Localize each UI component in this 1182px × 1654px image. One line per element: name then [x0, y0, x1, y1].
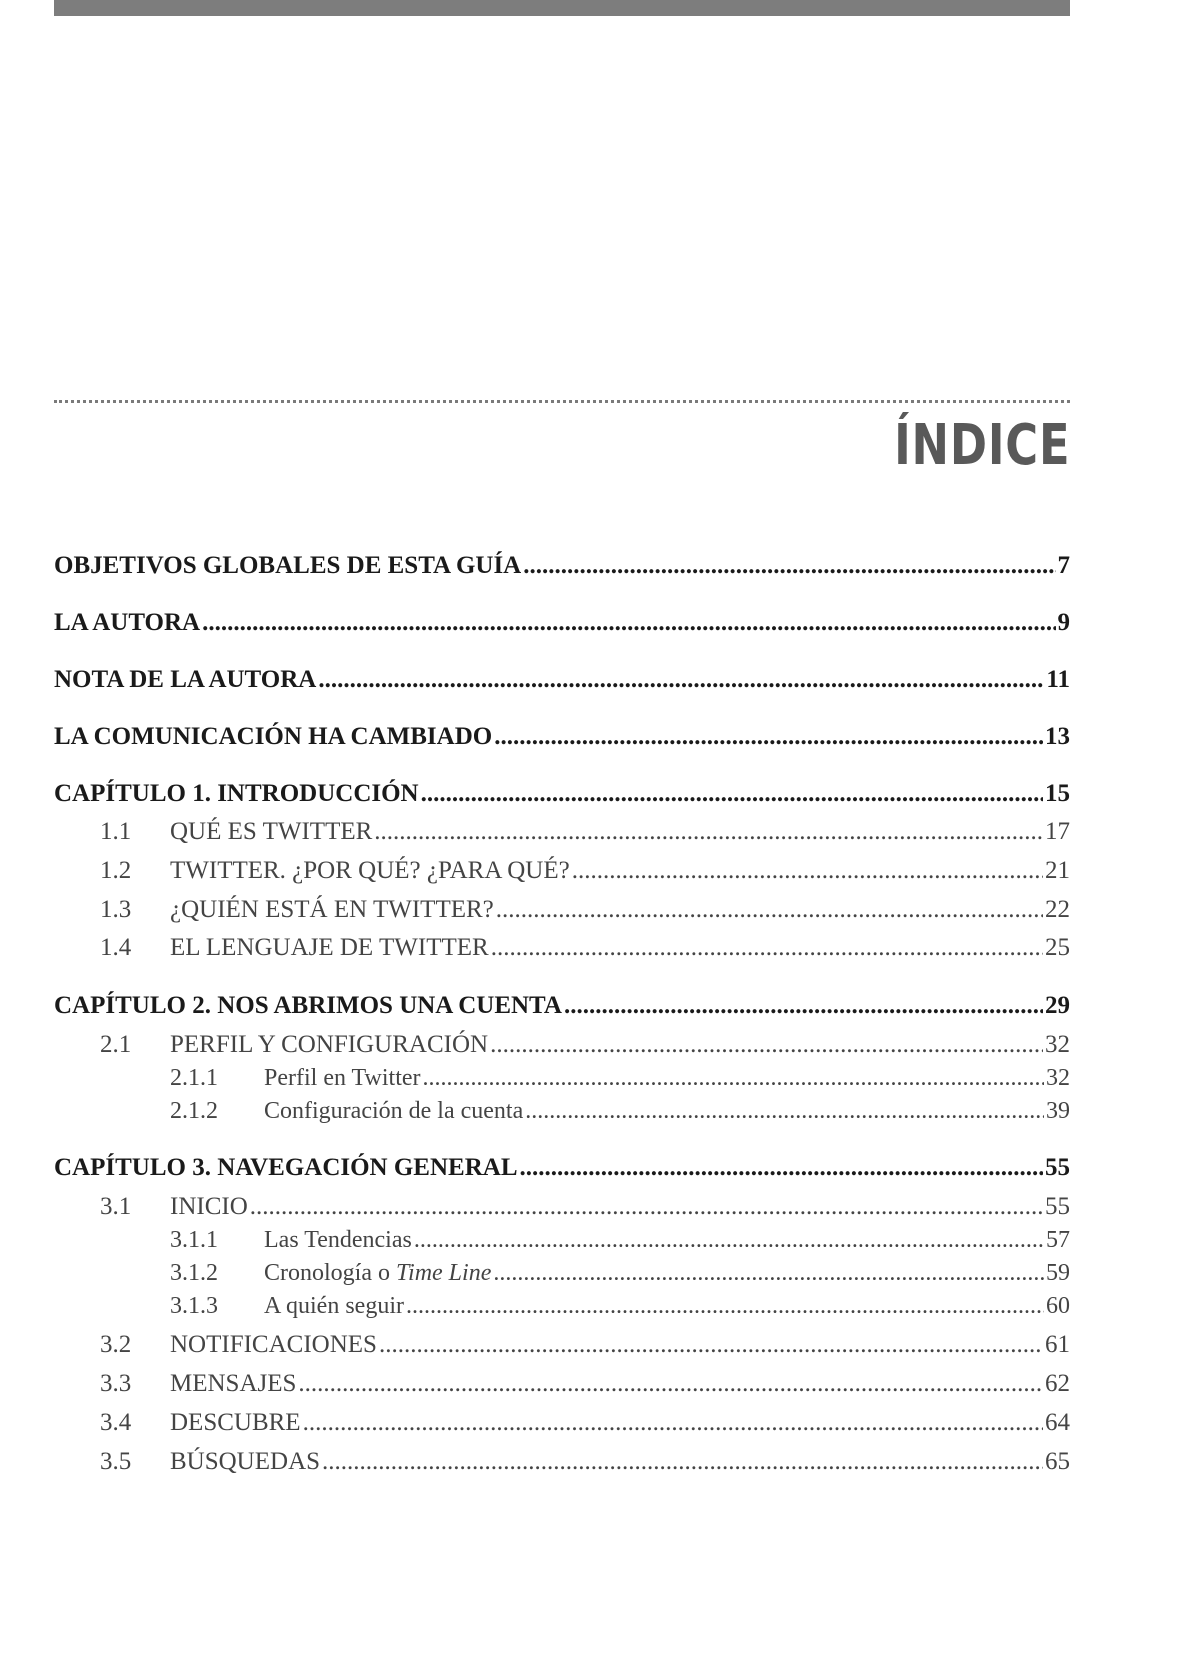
toc-page-number: 11 — [1046, 666, 1070, 693]
dot-leader — [523, 550, 1055, 582]
toc-page-number: 9 — [1057, 609, 1070, 636]
toc-page-number: 57 — [1046, 1227, 1070, 1253]
toc-page-number: 22 — [1045, 896, 1070, 923]
toc-entry-label — [170, 1329, 377, 1361]
toc-page-number: 32 — [1045, 1031, 1070, 1058]
toc-entry-label-italic: Time Line — [396, 1260, 492, 1286]
toc-subsection-entry[interactable] — [54, 1095, 1070, 1127]
toc-entry-label-text: Cronología o — [264, 1260, 390, 1286]
toc-section-entry[interactable] — [54, 816, 1070, 848]
toc-entry-label-text: CAPÍTULO 3. NAVEGACIÓN GENERAL — [54, 1154, 518, 1181]
dot-leader — [525, 1095, 1044, 1127]
toc-entry-label — [170, 855, 570, 887]
toc-entry-label — [54, 721, 492, 753]
dot-leader — [564, 990, 1043, 1022]
toc-entry-number: 3.3 — [100, 1370, 132, 1397]
toc-page-number: 65 — [1045, 1448, 1070, 1475]
toc-entry-number: 3.4 — [100, 1409, 132, 1436]
toc-entry-label-text: Las Tendencias — [264, 1227, 412, 1253]
toc-chapter-entry[interactable] — [54, 607, 1070, 639]
toc-entry-label — [54, 778, 419, 810]
toc-entry-label — [54, 1152, 518, 1184]
dot-leader — [379, 1329, 1043, 1361]
dot-leader — [421, 778, 1043, 810]
toc-entry-number: 3.5 — [100, 1448, 132, 1475]
toc-entry-label — [54, 990, 562, 1022]
toc-page-number: 17 — [1045, 818, 1070, 845]
toc-subsection-entry[interactable] — [54, 1257, 1070, 1289]
toc-entry-label — [264, 1257, 491, 1289]
toc-entry-number: 1.1 — [100, 818, 132, 845]
toc-entry-number: 3.1.2 — [170, 1260, 218, 1286]
toc-entry-label — [264, 1290, 404, 1322]
toc-entry-label-text: Configuración de la cuenta — [264, 1098, 524, 1124]
toc-page-number: 61 — [1045, 1331, 1070, 1358]
dot-leader — [423, 1062, 1044, 1094]
toc-entry-number: 2.1 — [100, 1031, 132, 1058]
toc-entry-number: 2.1.1 — [170, 1065, 218, 1091]
toc-entry-number: 1.2 — [100, 857, 132, 884]
toc-page-number: 32 — [1046, 1065, 1070, 1091]
toc-chapter-entry[interactable] — [54, 550, 1070, 582]
toc-page-number: 15 — [1045, 780, 1070, 807]
dot-leader — [406, 1290, 1044, 1322]
toc-entry-label — [264, 1062, 421, 1094]
dot-leader — [322, 1446, 1043, 1478]
toc-entry-label-text: NOTA DE LA AUTORA — [54, 666, 317, 693]
toc-entry-label — [170, 1407, 301, 1439]
toc-page-number: 21 — [1045, 857, 1070, 884]
toc-entry-label — [170, 1191, 248, 1223]
toc-entry-label — [54, 607, 200, 639]
toc-entry-label-text: TWITTER. ¿POR QUÉ? ¿PARA QUÉ? — [170, 857, 570, 884]
dot-leader — [494, 721, 1043, 753]
dot-leader — [414, 1224, 1044, 1256]
dot-leader — [202, 607, 1055, 639]
dot-leader — [520, 1152, 1044, 1184]
toc-page-number: 55 — [1045, 1154, 1070, 1181]
dot-leader — [496, 894, 1043, 926]
toc-section-entry[interactable] — [54, 1407, 1070, 1439]
toc-entry-label-text: QUÉ ES TWITTER — [170, 818, 373, 845]
toc-entry-label-text: INICIO — [170, 1193, 248, 1220]
toc-entry-label — [54, 664, 316, 696]
toc-section-entry[interactable] — [54, 1029, 1070, 1061]
toc-entry-label — [54, 550, 521, 582]
toc-entry-label-text: DESCUBRE — [170, 1409, 301, 1436]
toc-entry-label — [170, 1368, 296, 1400]
toc-section-entry[interactable] — [54, 1329, 1070, 1361]
dot-leader — [491, 932, 1043, 964]
toc-entry-number: 2.1.2 — [170, 1098, 218, 1124]
toc-chapter-entry[interactable] — [54, 721, 1070, 753]
toc-entry-label-text: LA COMUNICACIÓN HA CAMBIADO — [54, 723, 493, 750]
toc-entry-label-text: MENSAJES — [170, 1370, 297, 1397]
toc-page-number: 13 — [1045, 723, 1070, 750]
toc-page-number: 55 — [1045, 1193, 1070, 1220]
toc-section-entry[interactable] — [54, 894, 1070, 926]
toc-entry-label — [264, 1224, 412, 1256]
toc-entry-number: 1.3 — [100, 896, 132, 923]
toc-entry-label — [170, 932, 489, 964]
toc-entry-label-text: PERFIL Y CONFIGURACIÓN — [170, 1031, 489, 1058]
toc-page-number: 62 — [1045, 1370, 1070, 1397]
toc-chapter-entry[interactable] — [54, 778, 1070, 810]
toc-chapter-entry[interactable] — [54, 664, 1070, 696]
dot-leader — [250, 1191, 1043, 1223]
toc-entry-label — [170, 816, 372, 848]
toc-entry-label-text: BÚSQUEDAS — [170, 1448, 321, 1475]
dot-leader — [298, 1368, 1043, 1400]
top-header-bar — [54, 0, 1070, 16]
dotted-divider — [54, 400, 1070, 403]
toc-page-number: 60 — [1046, 1293, 1070, 1319]
toc-section-entry[interactable] — [54, 855, 1070, 887]
toc-entry-label-text: A quién seguir — [264, 1293, 404, 1319]
toc-chapter-entry[interactable] — [54, 1152, 1070, 1184]
toc-chapter-entry[interactable] — [54, 990, 1070, 1022]
toc-entry-number: 3.1.1 — [170, 1227, 218, 1253]
toc-entry-label — [264, 1095, 523, 1127]
toc-entry-label-text: OBJETIVOS GLOBALES DE ESTA GUÍA — [54, 552, 522, 579]
toc-entry-number: 1.4 — [100, 934, 132, 961]
toc-entry-label-text: NOTIFICACIONES — [170, 1331, 377, 1358]
dot-leader — [318, 664, 1044, 696]
dot-leader — [303, 1407, 1043, 1439]
toc-page-number: 29 — [1045, 992, 1070, 1019]
toc-subsection-entry[interactable] — [54, 1062, 1070, 1094]
toc-entry-label — [170, 1446, 320, 1478]
toc-entry-number: 3.2 — [100, 1331, 132, 1358]
toc-section-entry[interactable] — [54, 932, 1070, 964]
toc-entry-number: 3.1 — [100, 1193, 132, 1220]
dot-leader — [572, 855, 1043, 887]
toc-page-number: 7 — [1057, 552, 1070, 579]
toc-entry-label-text: Perfil en Twitter — [264, 1065, 421, 1091]
toc-page-number: 64 — [1045, 1409, 1070, 1436]
toc-section-entry[interactable] — [54, 1191, 1070, 1223]
toc-section-entry[interactable] — [54, 1446, 1070, 1478]
toc-entry-label-text: LA AUTORA — [54, 609, 201, 636]
toc-section-entry[interactable] — [54, 1368, 1070, 1400]
toc-subsection-entry[interactable] — [54, 1290, 1070, 1322]
toc-entry-label-text: ¿QUIÉN ESTÁ EN TWITTER? — [170, 896, 494, 923]
toc-page-number: 39 — [1046, 1098, 1070, 1124]
toc-entry-number: 3.1.3 — [170, 1293, 218, 1319]
page-title: ÍNDICE — [893, 413, 1070, 478]
toc-entry-label-text: CAPÍTULO 2. NOS ABRIMOS UNA CUENTA — [54, 992, 562, 1019]
toc-subsection-entry[interactable] — [54, 1224, 1070, 1256]
toc-entry-label-text: CAPÍTULO 1. INTRODUCCIÓN — [54, 780, 419, 807]
toc-entry-label — [170, 894, 494, 926]
toc-page-number: 59 — [1046, 1260, 1070, 1286]
toc-entry-label-text: EL LENGUAJE DE TWITTER — [170, 934, 489, 961]
toc-entry-label — [170, 1029, 488, 1061]
toc-page-number: 25 — [1045, 934, 1070, 961]
dot-leader — [374, 816, 1043, 848]
dot-leader — [493, 1257, 1044, 1289]
dot-leader — [490, 1029, 1043, 1061]
